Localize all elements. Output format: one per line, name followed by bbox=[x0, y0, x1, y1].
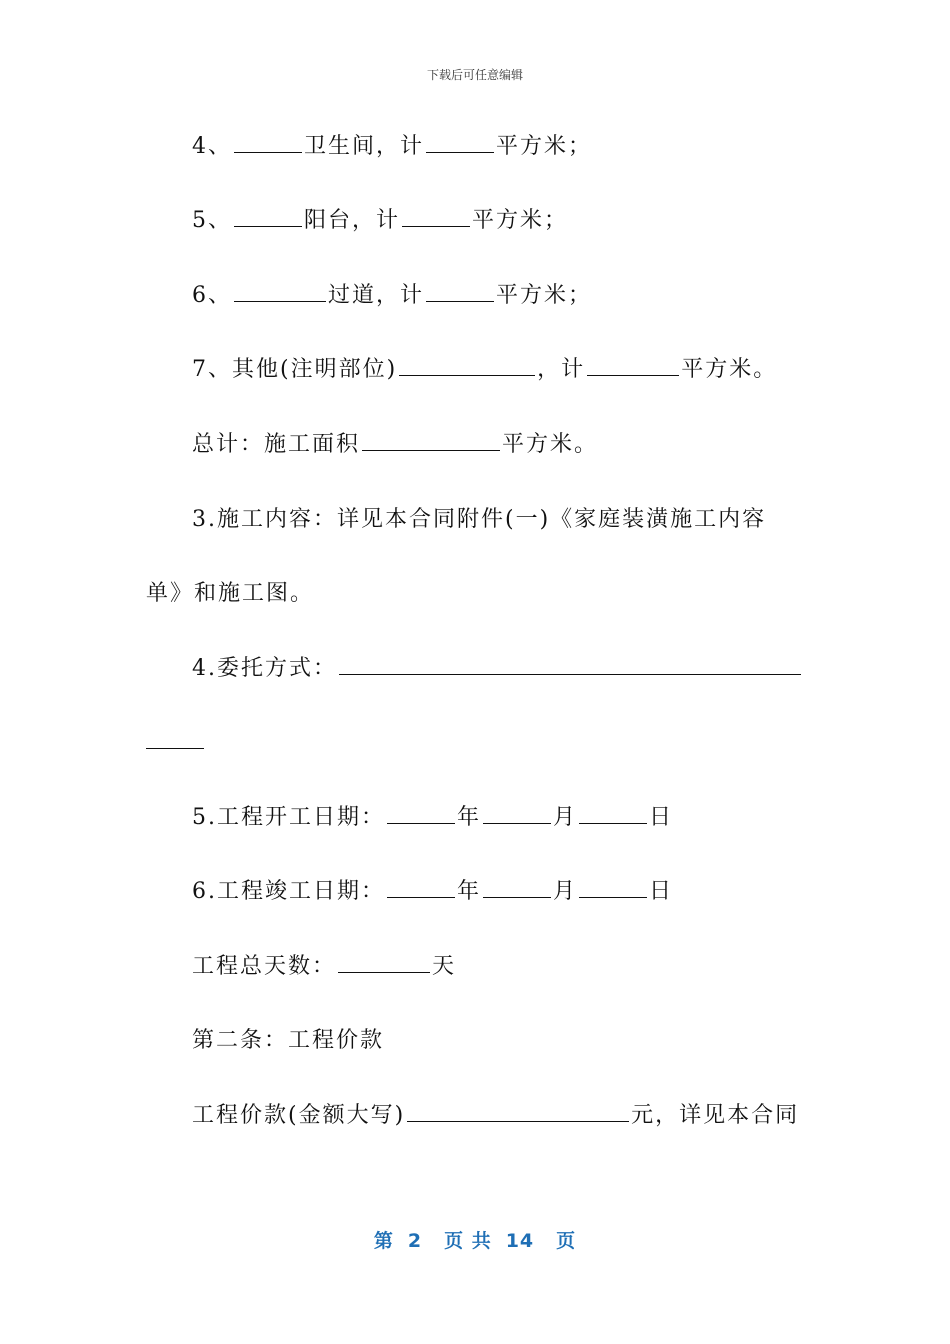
line-text: 7、其他(注明部位) bbox=[192, 357, 398, 382]
line-text: 工程总天数： bbox=[192, 954, 337, 979]
blank-field[interactable] bbox=[587, 355, 679, 376]
page-header: 下载后可任意编辑 bbox=[426, 68, 523, 82]
line-commission-method bbox=[192, 654, 803, 684]
line-text: 日 bbox=[649, 879, 674, 904]
line-total-area bbox=[192, 430, 598, 460]
line-text: 平方米； bbox=[496, 283, 593, 308]
line-project-price bbox=[192, 1101, 799, 1131]
blank-field[interactable] bbox=[338, 952, 430, 973]
line-text: 过道，计 bbox=[328, 283, 425, 308]
blank-field[interactable] bbox=[426, 132, 494, 153]
line-text: 月 bbox=[553, 805, 578, 830]
blank-field[interactable] bbox=[362, 430, 500, 451]
blank-field[interactable] bbox=[387, 877, 455, 898]
line-text: 天 bbox=[432, 954, 457, 979]
footer-suffix: 页 bbox=[556, 1230, 577, 1252]
blank-field[interactable] bbox=[234, 206, 302, 227]
line-text: 单》和施工图。 bbox=[146, 581, 315, 606]
line-start-date bbox=[192, 803, 673, 833]
line-text: 日 bbox=[649, 805, 674, 830]
footer-total-pages: 14 bbox=[505, 1230, 535, 1252]
blank-field[interactable] bbox=[483, 803, 551, 824]
line-text: 卫生间，计 bbox=[304, 134, 425, 159]
blank-field[interactable] bbox=[234, 281, 326, 302]
blank-field[interactable] bbox=[483, 877, 551, 898]
line-text: 平方米。 bbox=[502, 432, 599, 457]
page-footer bbox=[0, 1226, 950, 1253]
line-text: 元，详见本合同 bbox=[631, 1103, 800, 1128]
line-text: 工程价款(金额大写) bbox=[192, 1103, 406, 1128]
line-other bbox=[192, 355, 777, 385]
line-text: 6、 bbox=[192, 283, 232, 308]
blank-field[interactable] bbox=[339, 654, 801, 675]
footer-page-number: 2 bbox=[407, 1230, 423, 1252]
blank-field[interactable] bbox=[407, 1101, 629, 1122]
line-text: 平方米； bbox=[472, 208, 569, 233]
line-article-two bbox=[192, 1026, 384, 1056]
line-bathroom bbox=[192, 132, 592, 162]
line-construction-content-cont bbox=[146, 579, 314, 609]
line-text: 平方米； bbox=[496, 134, 593, 159]
line-commission-method-cont bbox=[146, 728, 206, 758]
line-text: 年 bbox=[457, 805, 482, 830]
line-total-days bbox=[192, 952, 456, 982]
blank-field[interactable] bbox=[387, 803, 455, 824]
line-text: 第二条：工程价款 bbox=[192, 1028, 385, 1053]
line-balcony bbox=[192, 206, 568, 236]
line-text: ，计 bbox=[537, 357, 586, 382]
line-text: 月 bbox=[553, 879, 578, 904]
line-corridor bbox=[192, 281, 592, 311]
line-text: 年 bbox=[457, 879, 482, 904]
blank-field[interactable] bbox=[402, 206, 470, 227]
line-text: 阳台，计 bbox=[304, 208, 401, 233]
blank-field[interactable] bbox=[426, 281, 494, 302]
line-text: 6.工程竣工日期： bbox=[192, 879, 385, 904]
line-text: 平方米。 bbox=[681, 357, 778, 382]
line-text: 5、 bbox=[192, 208, 232, 233]
line-text: 5.工程开工日期： bbox=[192, 805, 385, 830]
blank-field[interactable] bbox=[234, 132, 302, 153]
line-construction-content bbox=[192, 505, 766, 535]
blank-field[interactable] bbox=[579, 803, 647, 824]
footer-prefix: 第 bbox=[373, 1230, 394, 1252]
line-end-date bbox=[192, 877, 673, 907]
line-text: 3.施工内容：详见本合同附件(一)《家庭装潢施工内容 bbox=[192, 507, 767, 532]
blank-field[interactable] bbox=[579, 877, 647, 898]
line-text: 4.委托方式： bbox=[192, 656, 337, 681]
blank-field[interactable] bbox=[399, 355, 535, 376]
line-text: 总计：施工面积 bbox=[192, 432, 361, 457]
footer-middle: 页 共 bbox=[444, 1230, 492, 1252]
line-text: 4、 bbox=[192, 134, 232, 159]
blank-field[interactable] bbox=[146, 728, 204, 749]
